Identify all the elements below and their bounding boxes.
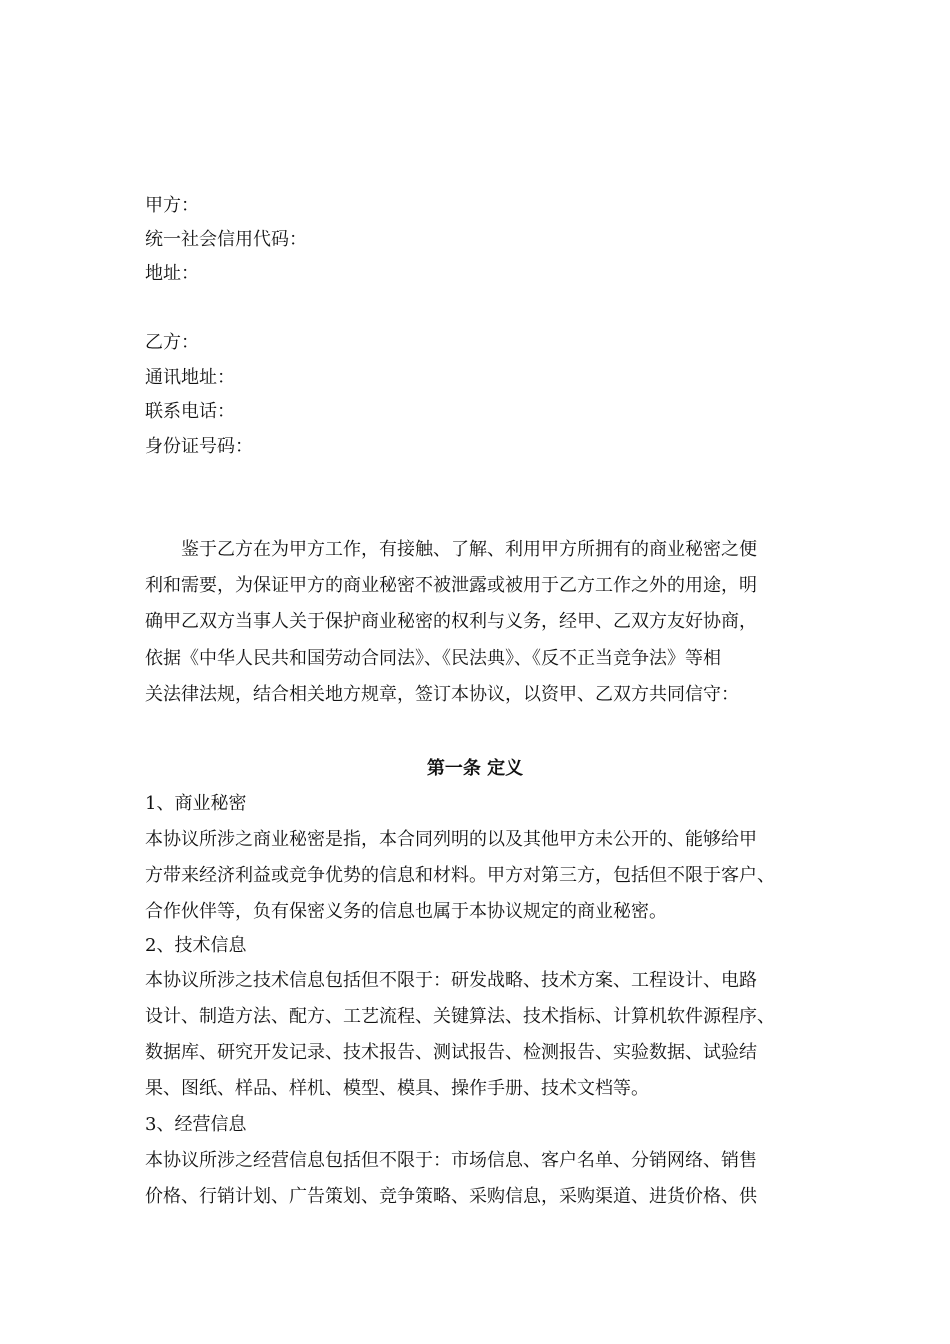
section-title: 3、经营信息	[145, 1114, 247, 1135]
paragraph-line: 方带来经济利益或竞争优势的信息和材料。甲方对第三方，包括但不限于客户、	[145, 865, 775, 886]
mail-address-label: 通讯地址：	[145, 367, 235, 388]
paragraph-line: 果、图纸、样品、样机、模型、模具、操作手册、技术文档等。	[145, 1078, 649, 1099]
preamble-line: 鉴于乙方在为甲方工作，有接触、了解、利用甲方所拥有的商业秘密之便	[181, 539, 757, 560]
party-b-label: 乙方：	[145, 332, 199, 353]
phone-label: 联系电话：	[145, 401, 235, 422]
id-number-label: 身份证号码：	[145, 436, 253, 457]
party-a-label: 甲方：	[145, 195, 199, 216]
paragraph-line: 设计、制造方法、配方、工艺流程、关键算法、技术指标、计算机软件源程序、	[145, 1006, 775, 1027]
preamble-line: 确甲乙双方当事人关于保护商业秘密的权利与义务，经甲、乙双方友好协商，	[145, 611, 757, 632]
paragraph-line: 数据库、研究开发记录、技术报告、测试报告、检测报告、实验数据、试验结	[145, 1042, 757, 1063]
section-title: 1、商业秘密	[145, 793, 247, 814]
credit-code-label: 统一社会信用代码：	[145, 229, 307, 250]
preamble-line: 依据《中华人民共和国劳动合同法》、《民法典》、《反不正当竞争法》等相	[145, 648, 721, 669]
paragraph-line: 价格、行销计划、广告策划、竞争策略、采购信息，采购渠道、进货价格、供	[145, 1186, 757, 1207]
address-label: 地址：	[145, 263, 199, 284]
preamble-line: 关法律法规，结合相关地方规章，签订本协议，以资甲、乙双方共同信守：	[145, 684, 739, 705]
paragraph-line: 本协议所涉之商业秘密是指，本合同列明的以及其他甲方未公开的、能够给甲	[145, 829, 757, 850]
paragraph-line: 本协议所涉之经营信息包括但不限于：市场信息、客户名单、分销网络、销售	[145, 1150, 757, 1171]
preamble-line: 利和需要，为保证甲方的商业秘密不被泄露或被用于乙方工作之外的用途，明	[145, 575, 757, 596]
paragraph-line: 本协议所涉之技术信息包括但不限于：研发战略、技术方案、工程设计、电路	[145, 970, 757, 991]
section-title: 2、技术信息	[145, 935, 247, 956]
paragraph-line: 合作伙伴等，负有保密义务的信息也属于本协议规定的商业秘密。	[145, 901, 667, 922]
article-1-title: 第一条 定义	[426, 758, 524, 779]
